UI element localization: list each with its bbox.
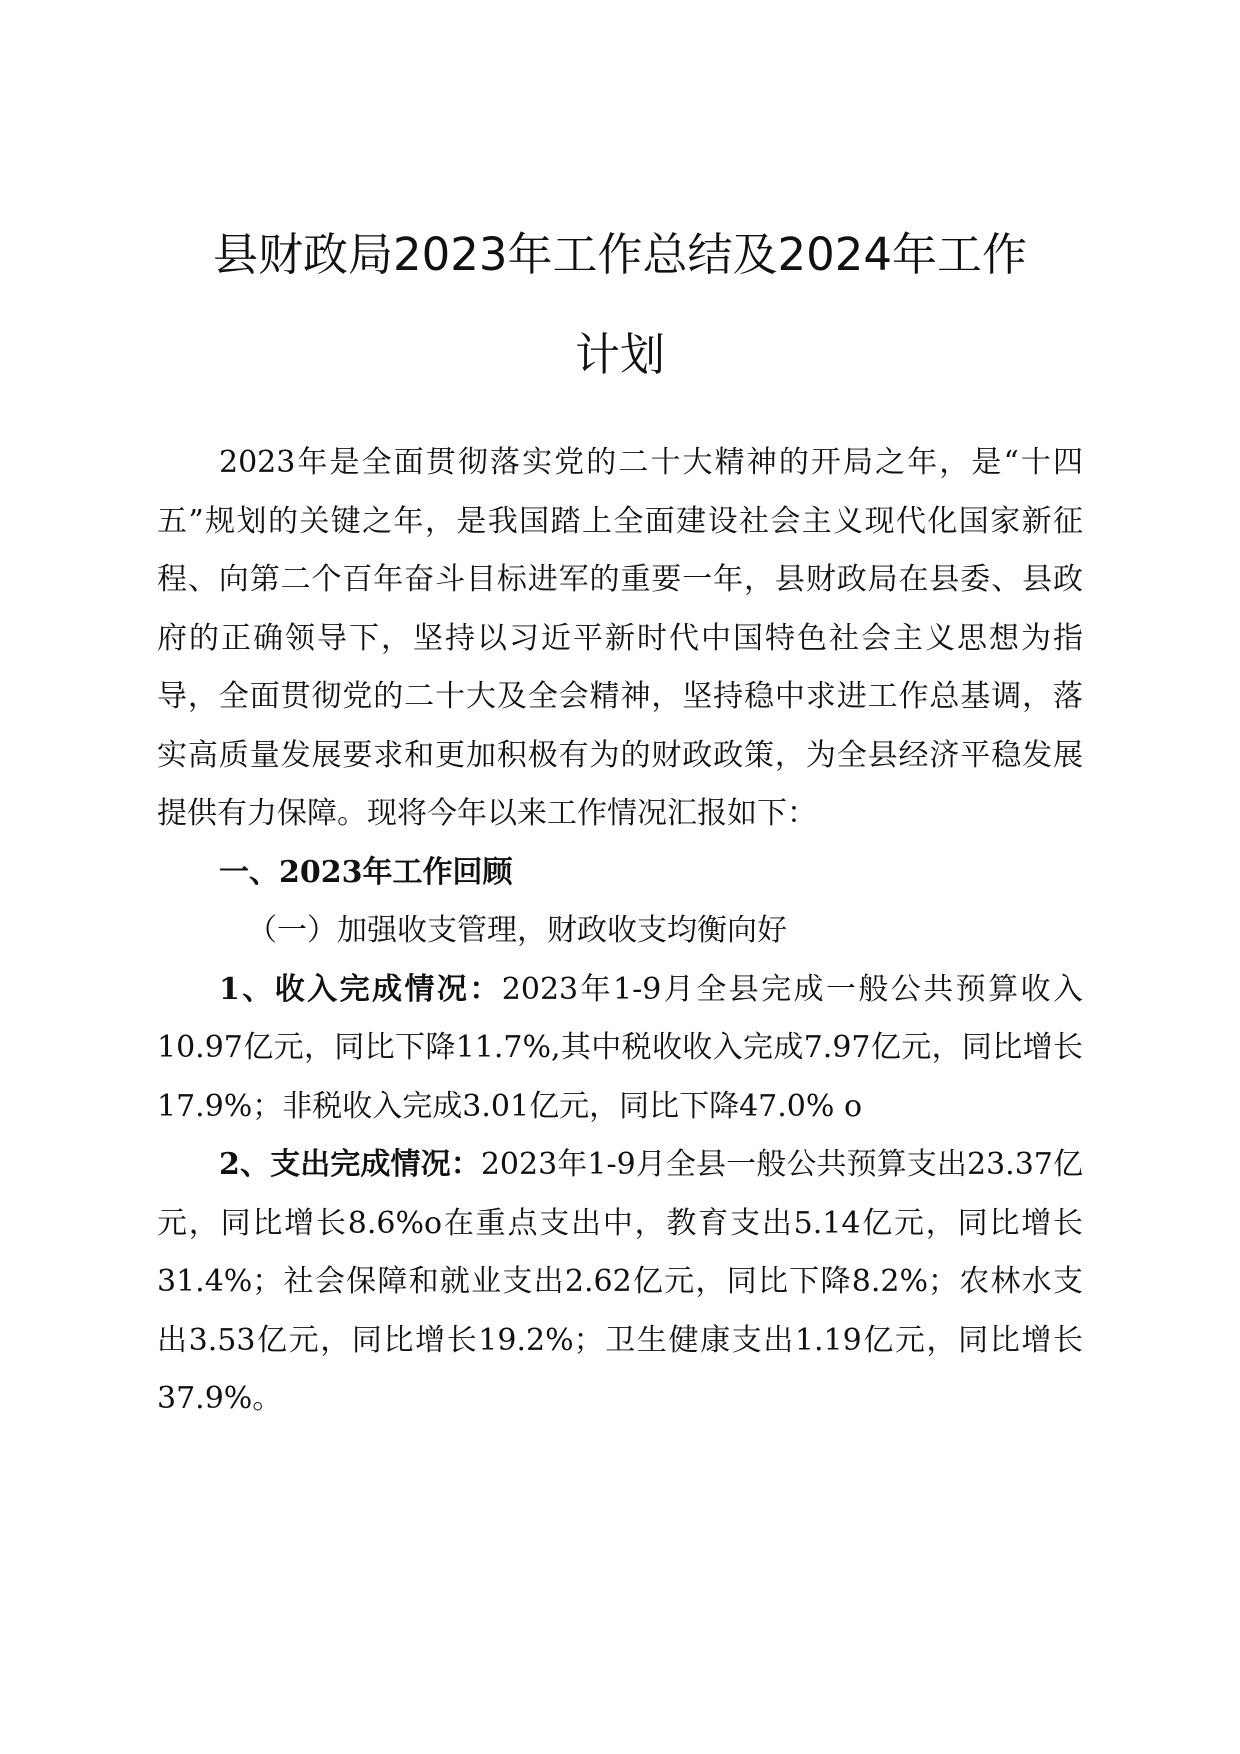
item1-label: 1、收入完成情况： <box>219 971 502 1007</box>
item1-text: 2023年1-9月全县完成一般公共预算收入10.97亿元，同比下降11.7%,其中税收收入完成7.97亿元，同比增长17.9%；非税收入完成3.01亿元，同比下降47.0% o <box>157 971 1083 1124</box>
document-body <box>157 434 1083 1429</box>
document-title-line1: 县财政局2023年工作总结及2024年工作 <box>212 228 1028 281</box>
document-title-line2: 计划 <box>574 328 665 381</box>
item2-text: 2023年1-9月全县一般公共预算支出23.37亿元，同比增长8.6%o在重点支出中，教育支出5.14亿元，同比增长31.4%；社会保障和就业支出2.62亿元，同比下降8.2%；农林水支出3.53亿元，同比增长19.2%；卫生健康支出1.19亿元，同比增长37.9%。 <box>157 1147 1083 1416</box>
item2-paragraph <box>157 1136 1083 1429</box>
item2-label: 2、支出完成情况： <box>219 1147 481 1182</box>
intro-paragraph: 2023年是全面贯彻落实党的二十大精神的开局之年，是“十四五”规划的关键之年，是我国踏上全面建设社会主义现代化国家新征程、向第二个百年奋斗目标进军的重要一年，县财政局在县委、县政府的正确领导下，坚持以习近平新时代中国特色社会主义思想为指导，全面贯彻党的二十大及全会精神，坚持稳中求进工作总基调，落实高质量发展要求和更加积极有为的财政政策，为全县经济平稳发展提供有力保障。现将今年以来工作情况汇报如下： <box>157 445 1083 831</box>
section1-heading: 一、2023年工作回顾 <box>219 854 513 890</box>
item1-paragraph <box>157 961 1083 1137</box>
subsection1-heading: （一）加强收支管理，财政收支均衡向好 <box>247 913 787 948</box>
